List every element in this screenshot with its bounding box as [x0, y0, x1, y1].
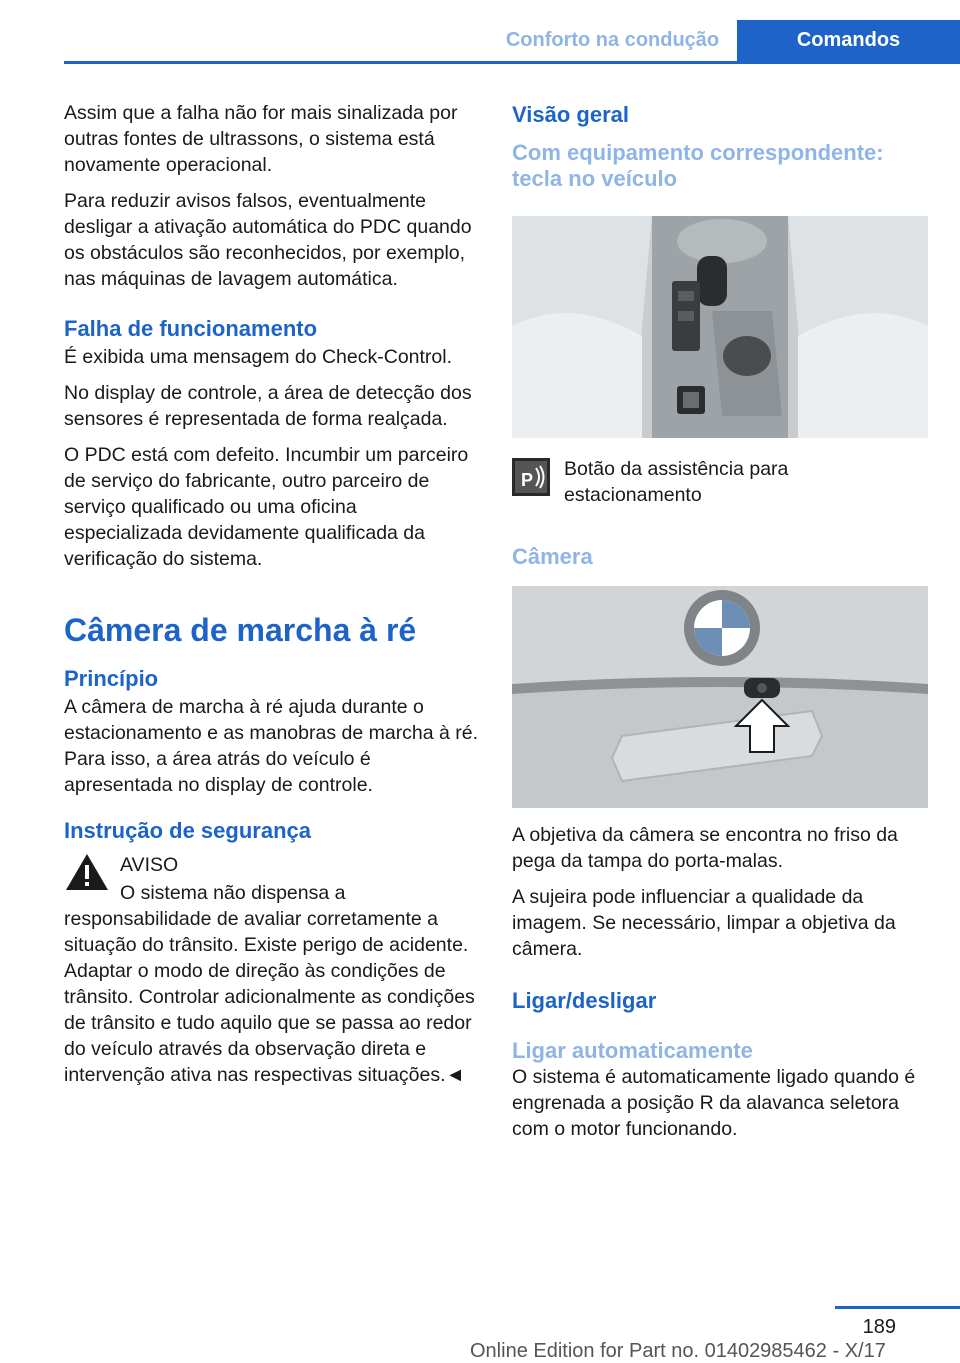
edition-note: Online Edition for Part no. 01402985462 - X/17 — [470, 1340, 886, 1362]
page-header — [0, 0, 960, 64]
warning-icon — [64, 852, 110, 892]
safety-heading: Instrução de segurança — [64, 818, 311, 843]
paragraph: É exibida uma mensagem do Check-Control. — [64, 346, 453, 368]
principle-heading: Princípio — [64, 666, 159, 691]
header-rule — [64, 61, 960, 64]
paragraph: O sistema é automaticamente ligado quando é engrenada a posição R da alavanca seletora com o motor funcionando. — [512, 1066, 916, 1140]
malfunction-heading: Falha de funcionamento — [64, 316, 318, 341]
paragraph: No display de controle, a área de detecção dos sensores é representada de forma realçada. — [64, 382, 472, 430]
paragraph: A sujeira pode influenciar a qualidade da imagem. Se necessário, limpar a objetiva da câmera. — [512, 886, 896, 960]
footer-rule — [835, 1306, 960, 1309]
park-assist-icon — [512, 458, 550, 496]
auto-heading: Ligar automaticamente — [512, 1038, 753, 1063]
key-caption: Botão da assistência para estacionamento — [564, 458, 789, 506]
svg-text:P: P — [521, 470, 534, 490]
chapter-tab: Comandos — [737, 20, 960, 61]
key-caption-row — [512, 456, 928, 508]
overview-heading: Visão geral — [512, 102, 629, 127]
warning-title: AVISO — [120, 854, 179, 876]
left-column — [64, 100, 480, 1098]
switch-heading: Ligar/desligar — [512, 988, 657, 1013]
section-tab: Conforto na condução — [505, 29, 720, 51]
console-photo — [512, 216, 928, 438]
paragraph: Assim que a falha não for mais sinalizada por outras fontes de ultrassons, o sistema está novamente operacional. — [64, 102, 458, 176]
paragraph: A câmera de marcha à ré ajuda durante o estacionamento e as manobras de marcha à ré. Para isso, a área atrás do veículo é apresentada no display de controle. — [64, 696, 479, 796]
right-column — [512, 100, 928, 1152]
paragraph: A objetiva da câmera se encontra no friso da pega da tampa do porta-malas. — [512, 824, 898, 872]
equipment-heading: Com equipamento correspondente: tecla no veículo — [512, 140, 884, 191]
paragraph: Para reduzir avisos falsos, eventualmente desligar a ativação automática do PDC quando os obstáculos são reconhecidos, por exemplo, nas máquinas de lavagem automática. — [64, 190, 472, 290]
camera-photo — [512, 586, 928, 808]
page-number: 189 — [862, 1316, 896, 1338]
camera-sub-heading: Câmera — [512, 544, 593, 569]
warning-text: O sistema não dispensa a responsabilidade de avaliar corretamente a situação do trânsito. Existe perigo de acidente. Adaptar o modo de direção às condições de trânsito. Controlar adicionalmente as condições de trânsito e tudo aquilo que se passa ao redor do veículo através da observação direta e intervenção ativa nas respectivas situações.◄ — [64, 882, 475, 1086]
paragraph: O PDC está com defeito. Incumbir um parceiro de serviço do fabricante, outro parceiro de serviço qualificado ou uma oficina especializada devidamente qualificada da verificação do sistema. — [64, 444, 469, 570]
camera-heading: Câmera de marcha à ré — [64, 612, 417, 648]
